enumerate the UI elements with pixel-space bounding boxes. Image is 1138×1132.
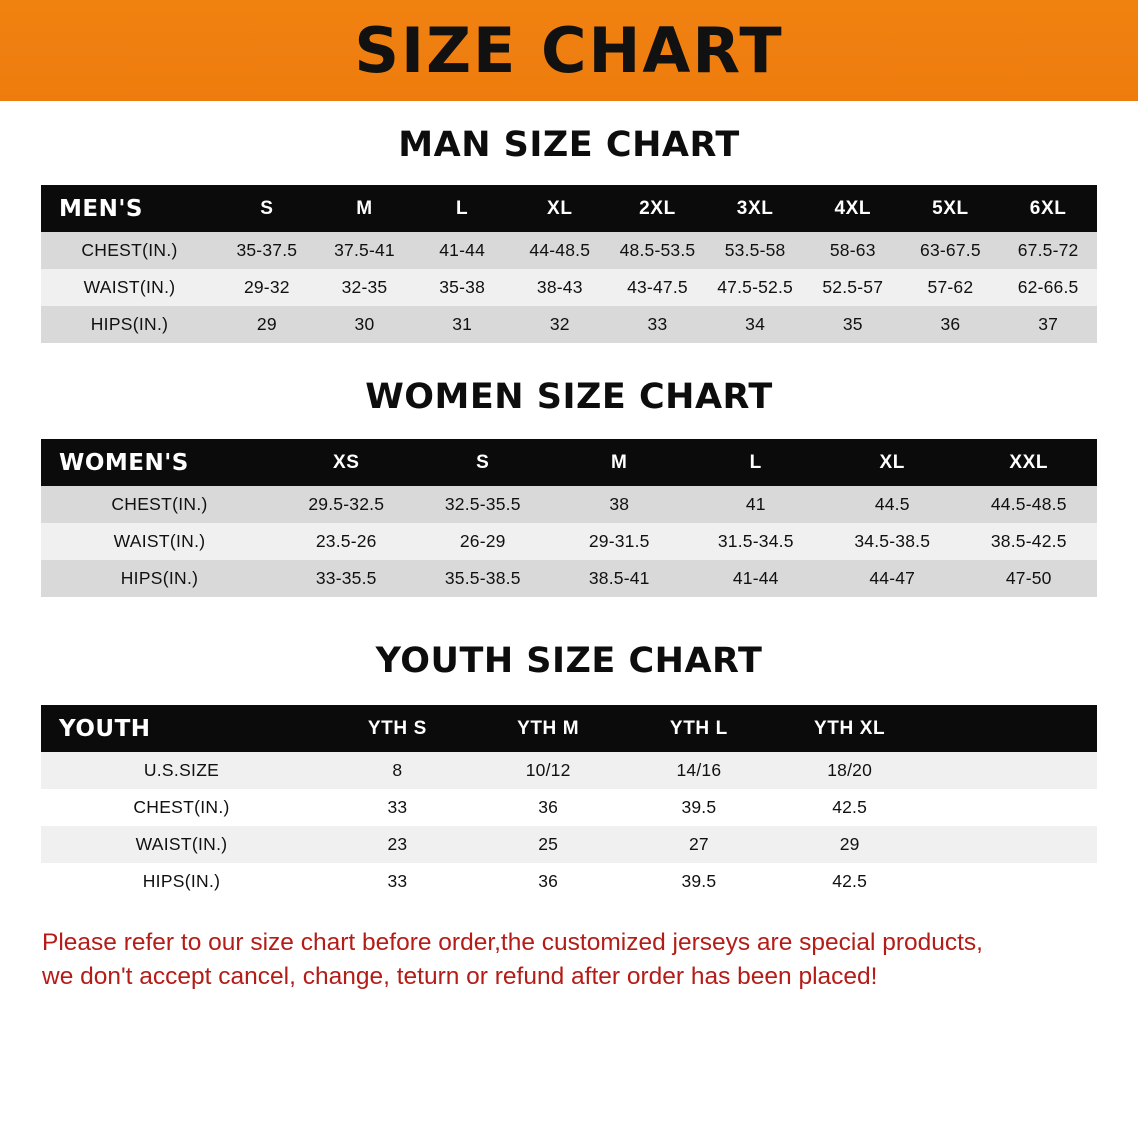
women-col-4: XL	[879, 451, 905, 473]
man-cell-0-4: 48.5-53.5	[609, 232, 707, 269]
page-title: SIZE CHART	[354, 13, 784, 87]
women-cell-2-0: 33-35.5	[278, 560, 415, 597]
women-cell-2-4: 44-47	[824, 560, 961, 597]
man-row-0-label: CHEST(IN.)	[41, 232, 218, 269]
women-cell-0-0: 29.5-32.5	[278, 486, 415, 523]
women-cell-0-3: 41	[688, 486, 825, 523]
table-row	[41, 306, 1097, 343]
youth-cell-0-0: 8	[322, 752, 473, 789]
man-col-4: 2XL	[639, 197, 676, 219]
women-table-wrap	[41, 439, 1097, 597]
women-cell-1-5: 38.5-42.5	[961, 523, 1098, 560]
women-cell-2-1: 35.5-38.5	[415, 560, 552, 597]
man-cell-0-7: 63-67.5	[902, 232, 1000, 269]
women-row-0-label: CHEST(IN.)	[41, 486, 278, 523]
man-row-2-label: HIPS(IN.)	[41, 306, 218, 343]
man-cell-1-7: 57-62	[902, 269, 1000, 306]
table-header-row	[41, 439, 1097, 486]
youth-row-3-label: HIPS(IN.)	[41, 863, 322, 900]
women-cell-1-0: 23.5-26	[278, 523, 415, 560]
man-cell-1-0: 29-32	[218, 269, 316, 306]
man-table-body	[41, 232, 1097, 343]
women-col-3: L	[749, 451, 762, 473]
man-cell-1-2: 35-38	[413, 269, 511, 306]
women-cell-0-4: 44.5	[824, 486, 961, 523]
table-row	[41, 560, 1097, 597]
table-header-row	[41, 185, 1097, 232]
man-cell-2-7: 36	[902, 306, 1000, 343]
women-cell-2-5: 47-50	[961, 560, 1098, 597]
man-cell-1-6: 52.5-57	[804, 269, 902, 306]
man-cell-0-1: 37.5-41	[316, 232, 414, 269]
man-size-table	[41, 185, 1097, 343]
man-cell-1-5: 47.5-52.5	[706, 269, 804, 306]
youth-cell-0-1: 10/12	[473, 752, 624, 789]
women-table-header	[41, 439, 1097, 486]
man-col-0: S	[260, 197, 274, 219]
women-cell-1-1: 26-29	[415, 523, 552, 560]
youth-section-heading: YOUTH SIZE CHART	[375, 641, 763, 681]
man-col-7: 5XL	[932, 197, 969, 219]
youth-cell-2-1: 25	[473, 826, 624, 863]
youth-cell-3-3: 42.5	[774, 863, 925, 900]
man-cell-2-5: 34	[706, 306, 804, 343]
youth-col-2: YTH L	[669, 717, 728, 739]
youth-cell-2-0: 23	[322, 826, 473, 863]
table-header-row	[41, 705, 1097, 752]
table-row	[41, 826, 1097, 863]
man-cell-1-3: 38-43	[511, 269, 609, 306]
youth-col-1: YTH M	[517, 717, 580, 739]
women-header-label: WOMEN'S	[59, 449, 189, 476]
youth-cell-2-2: 27	[624, 826, 775, 863]
man-row-1-label: WAIST(IN.)	[41, 269, 218, 306]
women-row-1-label: WAIST(IN.)	[41, 523, 278, 560]
youth-cell-3-spacer	[925, 863, 1097, 900]
man-cell-0-3: 44-48.5	[511, 232, 609, 269]
women-section-heading: WOMEN SIZE CHART	[365, 377, 773, 417]
youth-cell-1-3: 42.5	[774, 789, 925, 826]
man-table-header	[41, 185, 1097, 232]
footer-note	[40, 926, 1098, 994]
youth-table-wrap	[41, 705, 1097, 900]
youth-cell-3-2: 39.5	[624, 863, 775, 900]
women-col-1: S	[476, 451, 490, 473]
women-col-5: XXL	[1009, 451, 1049, 473]
man-cell-1-4: 43-47.5	[609, 269, 707, 306]
youth-cell-2-3: 29	[774, 826, 925, 863]
youth-row-2-label: WAIST(IN.)	[41, 826, 322, 863]
youth-col-spacer	[925, 705, 1097, 752]
man-table-wrap	[41, 185, 1097, 343]
man-col-3: XL	[547, 197, 573, 219]
women-cell-2-3: 41-44	[688, 560, 825, 597]
man-cell-0-5: 53.5-58	[706, 232, 804, 269]
youth-col-3: YTH XL	[814, 717, 886, 739]
man-cell-2-6: 35	[804, 306, 902, 343]
youth-header-label: YOUTH	[59, 715, 151, 742]
women-cell-0-1: 32.5-35.5	[415, 486, 552, 523]
man-cell-2-3: 32	[511, 306, 609, 343]
man-cell-2-2: 31	[413, 306, 511, 343]
table-row	[41, 269, 1097, 306]
youth-cell-0-3: 18/20	[774, 752, 925, 789]
women-row-2-label: HIPS(IN.)	[41, 560, 278, 597]
youth-cell-3-0: 33	[322, 863, 473, 900]
man-cell-1-8: 62-66.5	[999, 269, 1097, 306]
youth-cell-3-1: 36	[473, 863, 624, 900]
women-cell-1-2: 29-31.5	[551, 523, 688, 560]
youth-size-table	[41, 705, 1097, 900]
women-cell-0-5: 44.5-48.5	[961, 486, 1098, 523]
youth-table-body	[41, 752, 1097, 900]
youth-cell-0-2: 14/16	[624, 752, 775, 789]
man-col-5: 3XL	[736, 197, 774, 219]
man-col-2: L	[456, 197, 469, 219]
table-row	[41, 523, 1097, 560]
table-row	[41, 789, 1097, 826]
man-cell-0-6: 58-63	[804, 232, 902, 269]
man-cell-0-2: 41-44	[413, 232, 511, 269]
youth-cell-1-0: 33	[322, 789, 473, 826]
table-row	[41, 752, 1097, 789]
man-col-1: M	[356, 197, 373, 219]
footer-note-line-1: Please refer to our size chart before order,the customized jerseys are special products,	[42, 929, 983, 956]
women-cell-1-4: 34.5-38.5	[824, 523, 961, 560]
man-cell-0-0: 35-37.5	[218, 232, 316, 269]
youth-col-0: YTH S	[367, 717, 427, 739]
man-cell-0-8: 67.5-72	[999, 232, 1097, 269]
women-col-0: XS	[332, 451, 360, 473]
youth-table-header	[41, 705, 1097, 752]
man-col-8: 6XL	[1029, 197, 1067, 219]
footer-note-line-2: we don't accept cancel, change, teturn or refund after order has been placed!	[42, 962, 878, 990]
youth-cell-1-1: 36	[473, 789, 624, 826]
women-cell-0-2: 38	[551, 486, 688, 523]
man-header-label: MEN'S	[59, 195, 143, 222]
women-table-body	[41, 486, 1097, 597]
table-row	[41, 232, 1097, 269]
youth-cell-2-spacer	[925, 826, 1097, 863]
youth-row-1-label: CHEST(IN.)	[41, 789, 322, 826]
women-cell-1-3: 31.5-34.5	[688, 523, 825, 560]
women-cell-2-2: 38.5-41	[551, 560, 688, 597]
man-cell-2-8: 37	[999, 306, 1097, 343]
man-cell-2-1: 30	[316, 306, 414, 343]
women-col-2: M	[611, 451, 628, 473]
youth-cell-1-2: 39.5	[624, 789, 775, 826]
man-cell-2-4: 33	[609, 306, 707, 343]
women-size-table	[41, 439, 1097, 597]
table-row	[41, 863, 1097, 900]
man-cell-2-0: 29	[218, 306, 316, 343]
table-row	[41, 486, 1097, 523]
banner	[0, 0, 1138, 101]
man-cell-1-1: 32-35	[316, 269, 414, 306]
youth-row-0-label: U.S.SIZE	[41, 752, 322, 789]
youth-cell-1-spacer	[925, 789, 1097, 826]
man-col-6: 4XL	[834, 197, 872, 219]
man-section-heading: MAN SIZE CHART	[398, 125, 740, 165]
youth-cell-0-spacer	[925, 752, 1097, 789]
